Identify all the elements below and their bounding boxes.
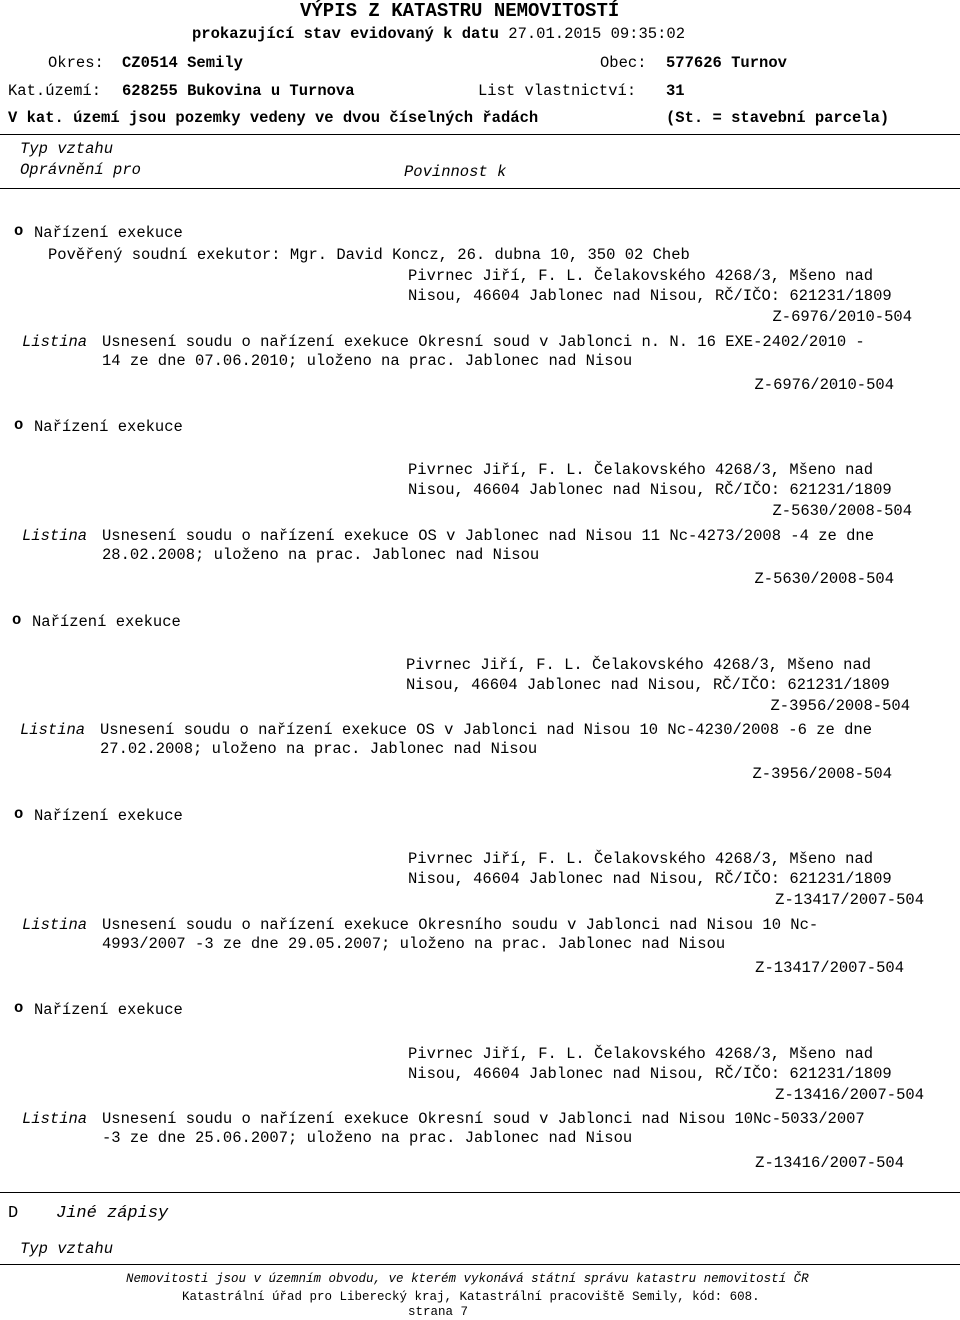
party-line1: Pivrnec Jiří, F. L. Čelakovského 4268/3, Mšeno nad — [408, 461, 874, 479]
listina-line1: Usnesení soudu o nařízení exekuce Okresního soudu v Jablonci nad Nisou 10 Nc- — [102, 916, 819, 934]
listina-line2: 14 ze dne 07.06.2010; uloženo na prac. Jablonec nad Nisou — [102, 352, 633, 370]
col-opravneni-pro: Oprávnění pro — [20, 161, 141, 179]
entry-bullet: o — [14, 999, 24, 1017]
listina-line1: Usnesení soudu o nařízení exekuce Okresní soud v Jablonci nad Nisou 10Nc-5033/2007 — [102, 1110, 865, 1128]
entry-bullet: o — [14, 416, 24, 434]
party-line2: Nisou, 46604 Jablonec nad Nisou, RČ/IČO: 621231/1809 — [408, 481, 892, 499]
katuzemi-value: 628255 Bukovina u Turnova — [122, 82, 355, 100]
document-subtitle — [192, 25, 685, 43]
party-line1: Pivrnec Jiří, F. L. Čelakovského 4268/3, Mšeno nad — [406, 656, 872, 674]
header-divider — [0, 134, 960, 135]
party-line2: Nisou, 46604 Jablonec nad Nisou, RČ/IČO: 621231/1809 — [408, 870, 892, 888]
listina-label: Listina — [22, 1110, 88, 1128]
lv-label: List vlastnictví: — [478, 82, 637, 100]
listina-line2: 4993/2007 -3 ze dne 29.05.2007; uloženo na prac. Jablonec nad Nisou — [102, 935, 726, 953]
okres-value: CZ0514 Semily — [122, 54, 243, 72]
footer-line2: Katastrální úřad pro Liberecký kraj, Katastrální pracoviště Semily, kód: 608. — [182, 1290, 760, 1304]
entry-title: Nařízení exekuce — [32, 613, 181, 631]
party-line1: Pivrnec Jiří, F. L. Čelakovského 4268/3, Mšeno nad — [408, 267, 874, 285]
entry-ref: Z-5630/2008-504 — [772, 502, 912, 520]
entry-bullet: o — [14, 805, 24, 823]
listina-line1: Usnesení soudu o nařízení exekuce OS v Jablonec nad Nisou 11 Nc-4273/2008 -4 ze dne — [102, 527, 875, 545]
party-line2: Nisou, 46604 Jablonec nad Nisou, RČ/IČO: 621231/1809 — [408, 1065, 892, 1083]
listina-label: Listina — [20, 721, 86, 739]
party-line2: Nisou, 46604 Jablonec nad Nisou, RČ/IČO: 621231/1809 — [408, 287, 892, 305]
entry-ref: Z-6976/2010-504 — [772, 308, 912, 326]
listina-ref: Z-6976/2010-504 — [754, 376, 894, 394]
party-line2: Nisou, 46604 Jablonec nad Nisou, RČ/IČO: 621231/1809 — [406, 676, 890, 694]
section-d-typ-vztahu: Typ vztahu — [20, 1240, 114, 1258]
listina-line2: -3 ze dne 25.06.2007; uloženo na prac. Jablonec nad Nisou — [102, 1129, 633, 1147]
lv-value: 31 — [666, 82, 685, 100]
entry-ref: Z-3956/2008-504 — [770, 697, 910, 715]
katuzemi-label: Kat.území: — [8, 82, 102, 100]
okres-label: Okres: — [48, 54, 104, 72]
footer-line1: Nemovitosti jsou v územním obvodu, ve kterém vykonává státní správu katastru nemovitostí ČR — [126, 1272, 809, 1286]
col-typ-vztahu: Typ vztahu — [20, 140, 114, 158]
subtitle-date: 27.01.2015 09:35:02 — [508, 25, 685, 43]
section-d-bottom-divider — [0, 1264, 960, 1265]
listina-ref: Z-5630/2008-504 — [754, 570, 894, 588]
listina-line1: Usnesení soudu o nařízení exekuce Okresní soud v Jablonci n. N. 16 EXE-2402/2010 - — [102, 333, 865, 351]
entry-bullet: o — [14, 222, 24, 240]
listina-line2: 27.02.2008; uloženo na prac. Jablonec nad Nisou — [100, 740, 538, 758]
entry-executor: Pověřený soudní exekutor: Mgr. David Koncz, 26. dubna 10, 350 02 Cheb — [48, 246, 690, 264]
listina-label: Listina — [22, 916, 88, 934]
listina-ref: Z-13417/2007-504 — [755, 959, 904, 977]
header-note-right: (St. = stavební parcela) — [666, 109, 890, 127]
obec-label: Obec: — [600, 54, 647, 72]
obec-value: 577626 Turnov — [666, 54, 787, 72]
section-d-letter: D — [8, 1204, 19, 1223]
listina-ref: Z-3956/2008-504 — [752, 765, 892, 783]
listina-line2: 28.02.2008; uloženo na prac. Jablonec nad Nisou — [102, 546, 540, 564]
entry-bullet: o — [12, 611, 22, 629]
entry-title: Nařízení exekuce — [34, 1001, 183, 1019]
columns-divider — [0, 188, 960, 189]
entry-title: Nařízení exekuce — [34, 224, 183, 242]
listina-label: Listina — [22, 333, 88, 351]
party-line1: Pivrnec Jiří, F. L. Čelakovského 4268/3, Mšeno nad — [408, 1045, 874, 1063]
header-note: V kat. území jsou pozemky vedeny ve dvou číselných řadách — [8, 109, 539, 127]
col-povinnost-k: Povinnost k — [404, 163, 507, 181]
section-d-divider — [0, 1192, 960, 1193]
page-number: strana 7 — [408, 1305, 469, 1319]
entry-title: Nařízení exekuce — [34, 418, 183, 436]
entry-title: Nařízení exekuce — [34, 807, 183, 825]
entry-ref: Z-13416/2007-504 — [775, 1086, 924, 1104]
document-title: VÝPIS Z KATASTRU NEMOVITOSTÍ — [300, 0, 620, 22]
party-line1: Pivrnec Jiří, F. L. Čelakovského 4268/3, Mšeno nad — [408, 850, 874, 868]
subtitle-label: prokazující stav evidovaný k datu — [192, 25, 499, 43]
listina-line1: Usnesení soudu o nařízení exekuce OS v Jablonci nad Nisou 10 Nc-4230/2008 -6 ze dne — [100, 721, 873, 739]
entry-ref: Z-13417/2007-504 — [775, 891, 924, 909]
listina-label: Listina — [22, 527, 88, 545]
section-d-title: Jiné zápisy — [56, 1204, 169, 1223]
listina-ref: Z-13416/2007-504 — [755, 1154, 904, 1172]
